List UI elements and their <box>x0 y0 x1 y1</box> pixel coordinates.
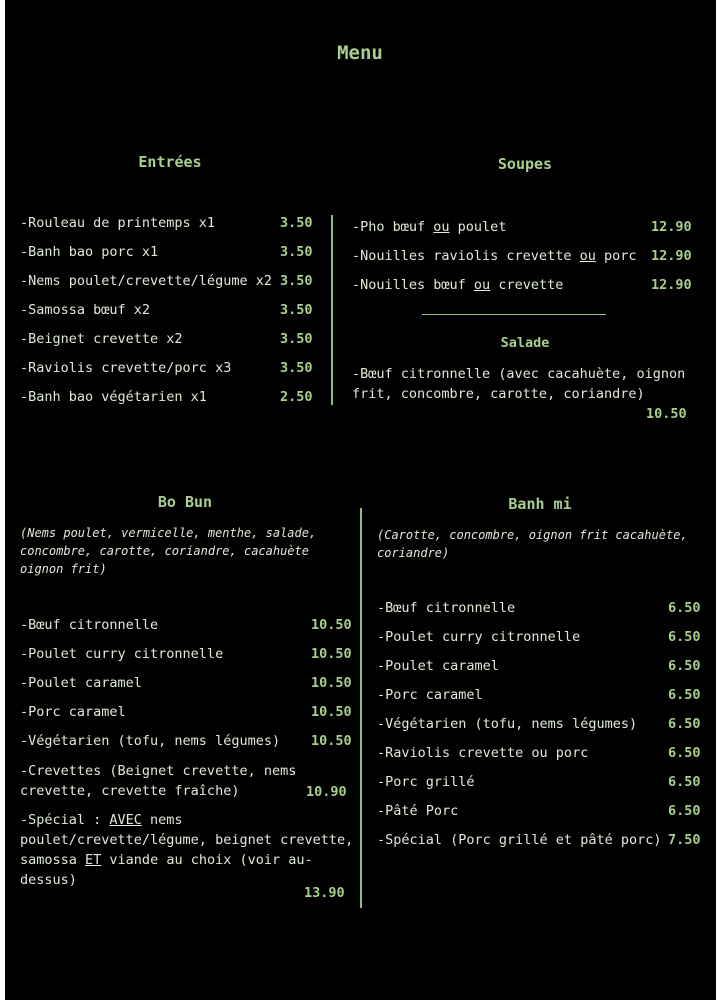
banhmi-price: 6.50 <box>668 716 701 732</box>
underlined-word: ou <box>473 277 491 293</box>
bobun-crevettes-price: 10.90 <box>306 784 347 800</box>
entree-item: -Nems poulet/crevette/légume x2 <box>20 273 272 289</box>
bobun-special-price: 13.90 <box>304 885 345 901</box>
salade-item: -Bœuf citronnelle (avec cacahuète, oignon frit, concombre, carotte, coriandre) <box>352 366 686 402</box>
banhmi-price: 6.50 <box>668 600 701 616</box>
entree-price: 3.50 <box>280 302 313 318</box>
banhmi-price: 7.50 <box>668 832 701 848</box>
soupe-item <box>352 217 506 237</box>
entree-item: -Banh bao porc x1 <box>20 244 159 260</box>
column-divider-bottom <box>360 508 362 908</box>
bobun-heading: Bo Bun <box>157 493 213 511</box>
entree-item: -Banh bao végétarien x1 <box>20 389 207 405</box>
banhmi-item: -Raviolis crevette ou porc <box>377 745 589 761</box>
banhmi-price: 6.50 <box>668 803 701 819</box>
soupe-price: 12.90 <box>651 219 692 235</box>
underlined-word: ou <box>433 219 450 235</box>
item-text: -Pho bœuf <box>352 219 434 235</box>
bobun-price: 10.50 <box>311 646 352 662</box>
bobun-description: (Nems poulet, vermicelle, menthe, salade, concombre, carotte, coriandre, cacahuète oignon frit) <box>20 526 317 576</box>
banhmi-item: -Poulet curry citronnelle <box>377 629 581 645</box>
bobun-price: 10.50 <box>311 675 352 691</box>
soupes-salade-divider <box>422 314 606 315</box>
banhmi-item: -Spécial (Porc grillé et pâté porc) <box>377 832 662 848</box>
bobun-price: 10.50 <box>311 704 352 720</box>
bobun-item: -Végétarien (tofu, nems légumes) <box>20 733 281 749</box>
banhmi-description: (Carotte, concombre, oignon frit cacahuète, coriandre) <box>377 528 688 560</box>
banhmi-price: 6.50 <box>668 745 701 761</box>
bobun-price: 10.50 <box>311 733 352 749</box>
underlined-word: ou <box>579 248 596 264</box>
soupe-price: 12.90 <box>651 277 692 293</box>
banhmi-item: -Porc caramel <box>377 687 483 703</box>
banhmi-item: -Végétarien (tofu, nems légumes) <box>377 716 638 732</box>
item-text: -Nouilles raviolis crevette <box>352 248 580 264</box>
item-text: -Nouilles bœuf <box>352 277 474 293</box>
item-text: crevette <box>490 277 564 293</box>
entree-price: 3.50 <box>280 331 313 347</box>
bobun-item: -Poulet caramel <box>20 675 142 691</box>
banhmi-price: 6.50 <box>668 774 701 790</box>
menu-page <box>5 0 716 1000</box>
entree-price: 3.50 <box>280 360 313 376</box>
banhmi-price: 6.50 <box>668 658 701 674</box>
entree-price: 3.50 <box>280 244 313 260</box>
banhmi-item: -Poulet caramel <box>377 658 499 674</box>
bobun-crevettes-item: -Crevettes (Beignet crevette, nems crevette, crevette fraîche) <box>20 763 297 799</box>
banhmi-price: 6.50 <box>668 629 701 645</box>
soupe-price: 12.90 <box>651 248 692 264</box>
soupe-item <box>352 275 563 295</box>
entree-price: 3.50 <box>280 215 313 231</box>
banhmi-item: -Pâté Porc <box>377 803 459 819</box>
soupe-item <box>352 246 636 266</box>
bobun-special-item: -Spécial : AVEC nems poulet/crevette/légume, beignet crevette, samossa ET viande au choix (voir au-dessus) <box>20 812 354 888</box>
entrees-heading: Entrées <box>138 153 202 171</box>
banhmi-price: 6.50 <box>668 687 701 703</box>
entree-item: -Samossa bœuf x2 <box>20 302 151 318</box>
entree-item: -Beignet crevette x2 <box>20 331 183 347</box>
bobun-item: -Poulet curry citronnelle <box>20 646 224 662</box>
banhmi-item: -Porc grillé <box>377 774 475 790</box>
salade-heading: Salade <box>500 335 550 351</box>
item-text: porc <box>595 248 637 264</box>
salade-price: 10.50 <box>646 406 687 422</box>
banhmi-heading: Banh mi <box>508 495 572 513</box>
entree-item: -Raviolis crevette/porc x3 <box>20 360 232 376</box>
bobun-item: -Porc caramel <box>20 704 126 720</box>
menu-title: Menu <box>337 42 383 64</box>
banhmi-item: -Bœuf citronnelle <box>377 600 516 616</box>
item-text: poulet <box>449 219 507 235</box>
bobun-price: 10.50 <box>311 617 352 633</box>
soupes-heading: Soupes <box>497 155 553 173</box>
entree-price: 3.50 <box>280 273 313 289</box>
bobun-item: -Bœuf citronnelle <box>20 617 159 633</box>
column-divider-top <box>331 215 333 405</box>
entree-item: -Rouleau de printemps x1 <box>20 215 216 231</box>
entree-price: 2.50 <box>280 389 313 405</box>
